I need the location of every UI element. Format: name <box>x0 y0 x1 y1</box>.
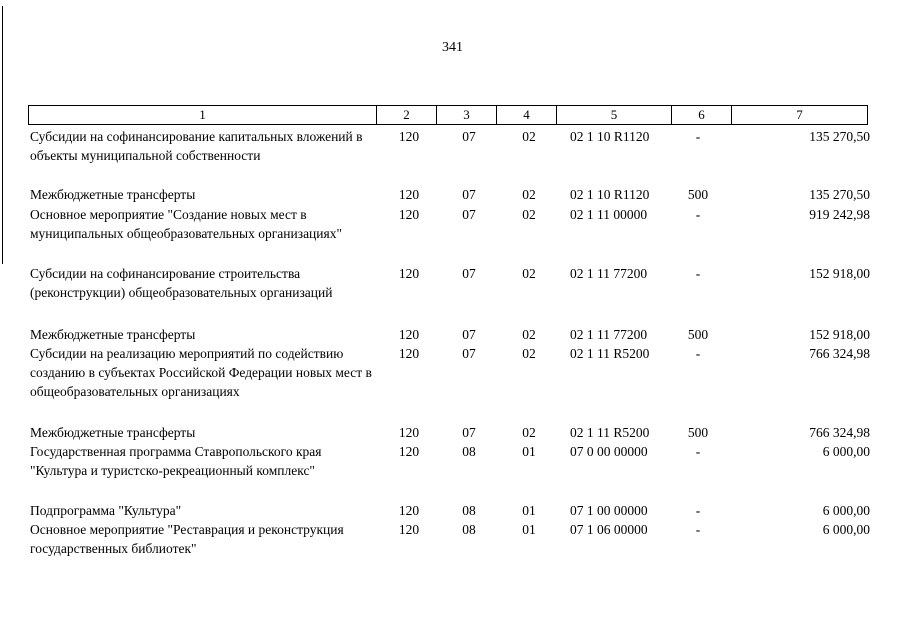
row-col-4: 02 <box>522 129 536 144</box>
row-col-6: - <box>695 503 701 518</box>
row-col-4: 02 <box>522 207 536 222</box>
row-col-3: 07 <box>462 327 476 342</box>
row-col-2: 120 <box>398 129 420 144</box>
row-col-6: 500 <box>687 187 709 202</box>
row-col-2: 120 <box>398 207 420 222</box>
row-col-7: 919 242,98 <box>809 207 870 222</box>
row-name: Основное мероприятие "Реставрация и реконструкция государственных библиотек" <box>30 522 344 556</box>
row-col-5: 02 1 11 R5200 <box>570 425 650 440</box>
row-col-4: 02 <box>522 346 536 361</box>
row-name: Государственная программа Ставропольского края "Культура и туристско-рекреационный комплекс" <box>30 444 322 478</box>
table-header <box>28 105 868 125</box>
row-col-4: 01 <box>522 444 536 459</box>
row-col-2: 120 <box>398 425 420 440</box>
header-col-1: 1 <box>199 107 206 122</box>
row-col-6: - <box>695 444 701 459</box>
row-name: Субсидии на реализацию мероприятий по содействию созданию в субъектах Российской Федерации новых мест в общеобразовательных организациях <box>30 346 372 399</box>
row-col-3: 07 <box>462 129 476 144</box>
row-col-2: 120 <box>398 522 420 537</box>
row-col-7: 766 324,98 <box>809 425 870 440</box>
row-col-3: 07 <box>462 425 476 440</box>
row-col-2: 120 <box>398 266 420 281</box>
row-col-5: 02 1 10 R1120 <box>570 129 650 144</box>
row-col-6: - <box>695 266 701 281</box>
header-col-6: 6 <box>671 106 731 124</box>
row-name: Подпрограмма "Культура" <box>30 503 182 518</box>
row-col-4: 02 <box>522 187 536 202</box>
row-col-3: 08 <box>462 444 476 459</box>
row-name: Субсидии на софинансирование строительства (реконструкции) общеобразовательных организаций <box>30 266 333 300</box>
row-col-7: 6 000,00 <box>822 444 870 459</box>
row-col-6: - <box>695 207 701 222</box>
row-name: Основное мероприятие "Создание новых мест в муниципальных общеобразовательных организациях" <box>30 207 342 241</box>
row-col-2: 120 <box>398 346 420 361</box>
row-name: Субсидии на софинансирование капитальных вложений в объекты муниципальной собственности <box>30 129 363 163</box>
row-col-2: 120 <box>398 503 420 518</box>
row-col-2: 120 <box>398 327 420 342</box>
row-col-4: 01 <box>522 503 536 518</box>
row-col-7: 152 918,00 <box>809 327 870 342</box>
row-name: Межбюджетные трансферты <box>30 327 196 342</box>
row-col-7: 6 000,00 <box>822 503 870 518</box>
row-col-6: 500 <box>687 425 709 440</box>
row-col-3: 08 <box>462 503 476 518</box>
row-col-4: 01 <box>522 522 536 537</box>
row-col-6: 500 <box>687 327 709 342</box>
header-col-3: 3 <box>436 106 496 124</box>
row-col-3: 07 <box>462 346 476 361</box>
header-col-2: 2 <box>376 106 436 124</box>
row-col-5: 02 1 11 77200 <box>570 327 648 342</box>
row-col-5: 02 1 11 77200 <box>570 266 648 281</box>
row-col-5: 02 1 11 R5200 <box>570 346 650 361</box>
row-name: Межбюджетные трансферты <box>30 187 196 202</box>
row-col-5: 02 1 11 00000 <box>570 207 648 222</box>
row-col-5: 07 0 00 00000 <box>570 444 648 459</box>
header-col-7: 7 <box>731 106 867 124</box>
row-col-6: - <box>695 346 701 361</box>
row-col-2: 120 <box>398 187 420 202</box>
header-col-4: 4 <box>496 106 556 124</box>
row-col-3: 08 <box>462 522 476 537</box>
row-col-7: 135 270,50 <box>809 187 870 202</box>
row-col-5: 07 1 06 00000 <box>570 522 648 537</box>
row-col-2: 120 <box>398 444 420 459</box>
row-col-4: 02 <box>522 327 536 342</box>
row-col-7: 6 000,00 <box>822 522 870 537</box>
row-col-4: 02 <box>522 425 536 440</box>
row-col-7: 135 270,50 <box>809 129 870 144</box>
row-col-3: 07 <box>462 187 476 202</box>
row-col-5: 07 1 00 00000 <box>570 503 648 518</box>
row-col-5: 02 1 10 R1120 <box>570 187 650 202</box>
row-name: Межбюджетные трансферты <box>30 425 196 440</box>
header-col-5: 5 <box>556 106 671 124</box>
row-col-4: 02 <box>522 266 536 281</box>
page-number: 341 <box>442 40 463 55</box>
row-col-7: 152 918,00 <box>809 266 870 281</box>
row-col-7: 766 324,98 <box>809 346 870 361</box>
row-col-6: - <box>695 522 701 537</box>
row-col-3: 07 <box>462 207 476 222</box>
row-col-3: 07 <box>462 266 476 281</box>
row-col-6: - <box>695 129 701 144</box>
